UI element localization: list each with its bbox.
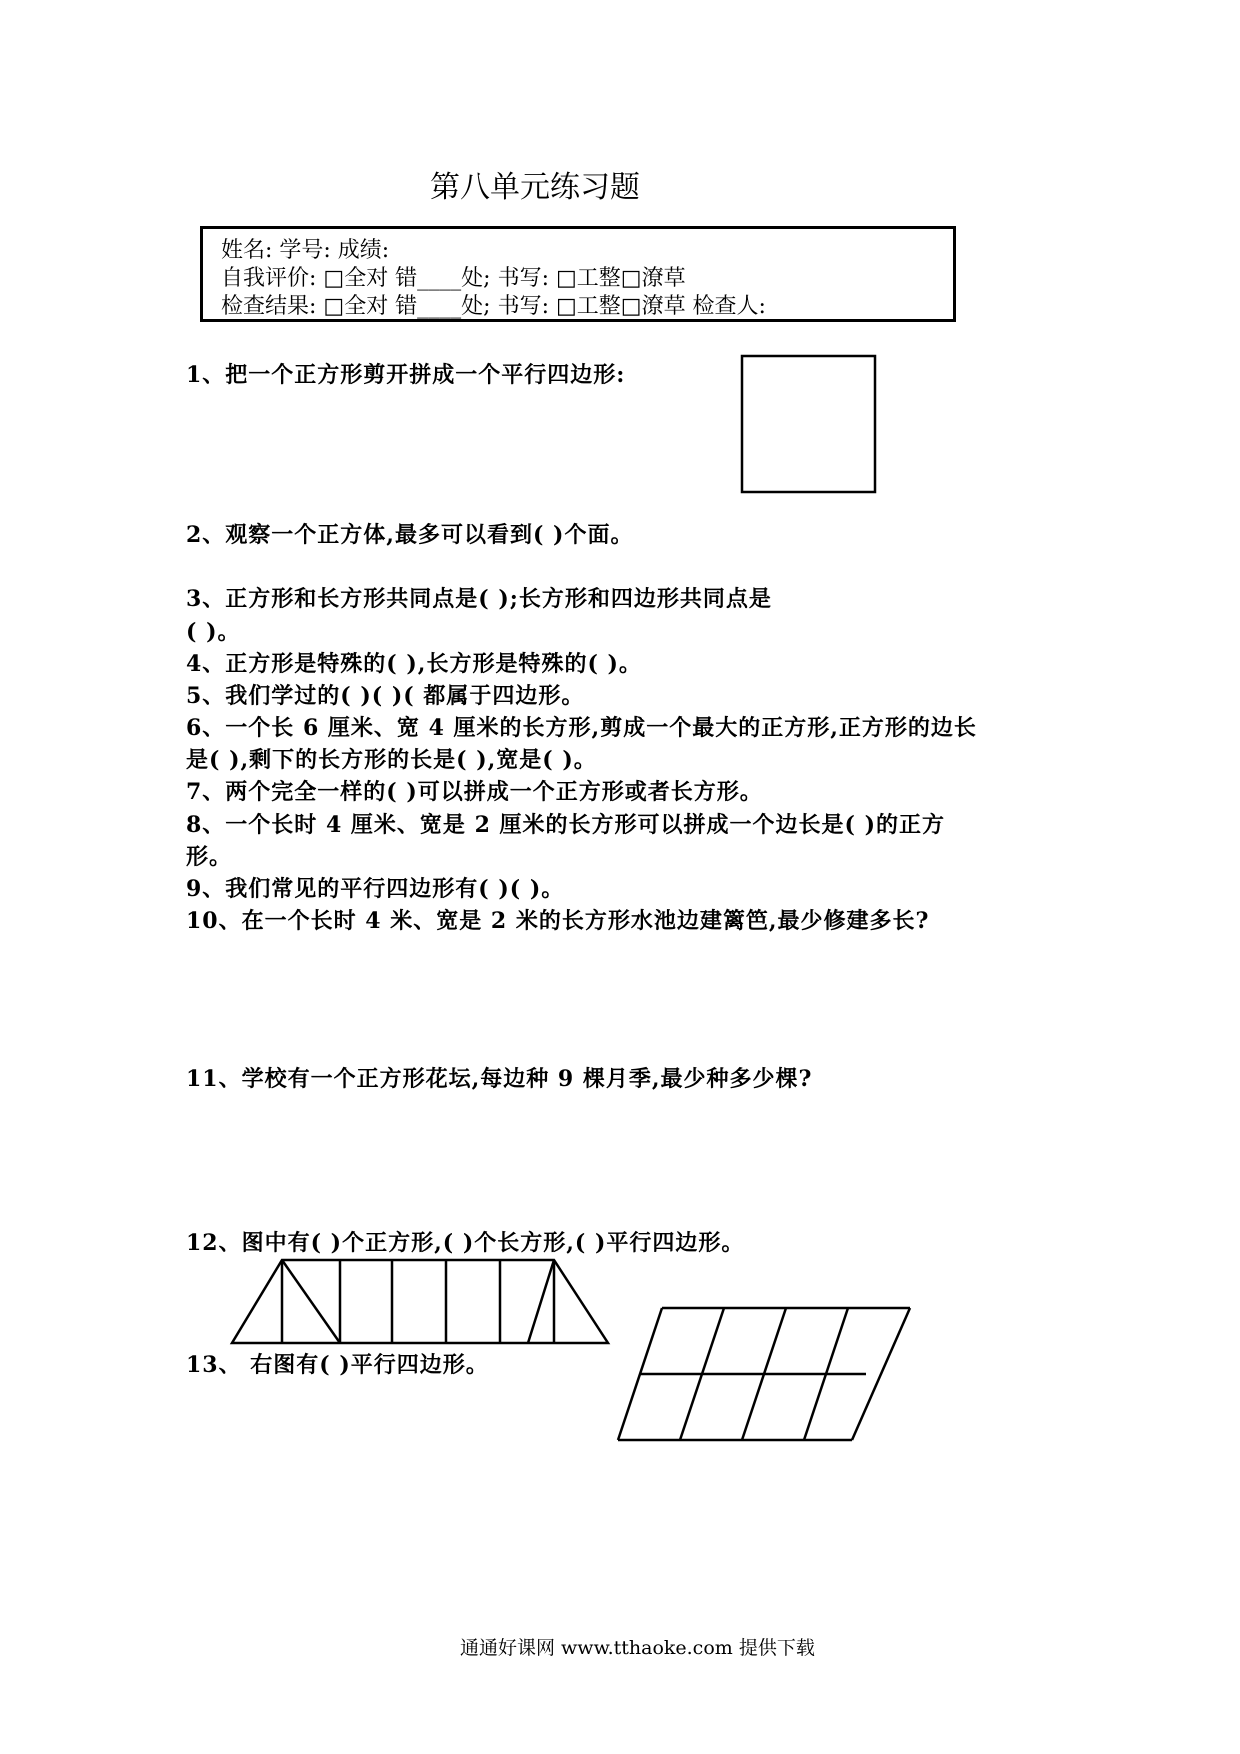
question-4: 4、正方形是特殊的( ),长方形是特殊的( )。: [186, 651, 642, 677]
question-5: 5、我们学过的( )( )( 都属于四边形。: [186, 683, 585, 709]
question-9: 9、我们常见的平行四边形有( )( )。: [186, 876, 565, 902]
footer-credit: 通通好课网 www.tthaoke.com 提供下载: [460, 1637, 815, 1659]
question-7: 7、两个完全一样的( )可以拼成一个正方形或者长方形。: [186, 779, 763, 805]
question-6a: 6、一个长 6 厘米、宽 4 厘米的长方形,剪成一个最大的正方形,正方形的边长: [186, 715, 977, 741]
question-8b: 形。: [186, 844, 233, 870]
info-self-eval-line: 自我评价: □全对 错____处; 书写: □工整□潦草: [221, 266, 686, 291]
info-check-line: 检查结果: □全对 错____处; 书写: □工整□潦草 检查人:: [221, 294, 766, 319]
question-2: 2、观察一个正方体,最多可以看到( )个面。: [186, 522, 634, 548]
question-1: 1、把一个正方形剪开拼成一个平行四边形:: [186, 362, 626, 388]
question-12: 12、图中有( )个正方形,( )个长方形,( )平行四边形。: [186, 1230, 745, 1256]
question-10: 10、在一个长时 4 米、宽是 2 米的长方形水池边建篱笆,最少修建多长?: [186, 908, 930, 934]
question-3a: 3、正方形和长方形共同点是( );长方形和四边形共同点是: [186, 586, 772, 612]
question-13: 13、 右图有( )平行四边形。: [186, 1352, 489, 1378]
page-title: 第八单元练习题: [430, 170, 640, 205]
question-8a: 8、一个长时 4 厘米、宽是 2 厘米的长方形可以拼成一个边长是( )的正方: [186, 812, 946, 838]
question-3b: ( )。: [186, 619, 241, 645]
question-6b: 是( ),剩下的长方形的长是( ),宽是( )。: [186, 747, 597, 773]
question-11: 11、学校有一个正方形花坛,每边种 9 棵月季,最少种多少棵?: [186, 1066, 813, 1092]
info-name-line: 姓名: 学号: 成绩:: [221, 238, 390, 263]
